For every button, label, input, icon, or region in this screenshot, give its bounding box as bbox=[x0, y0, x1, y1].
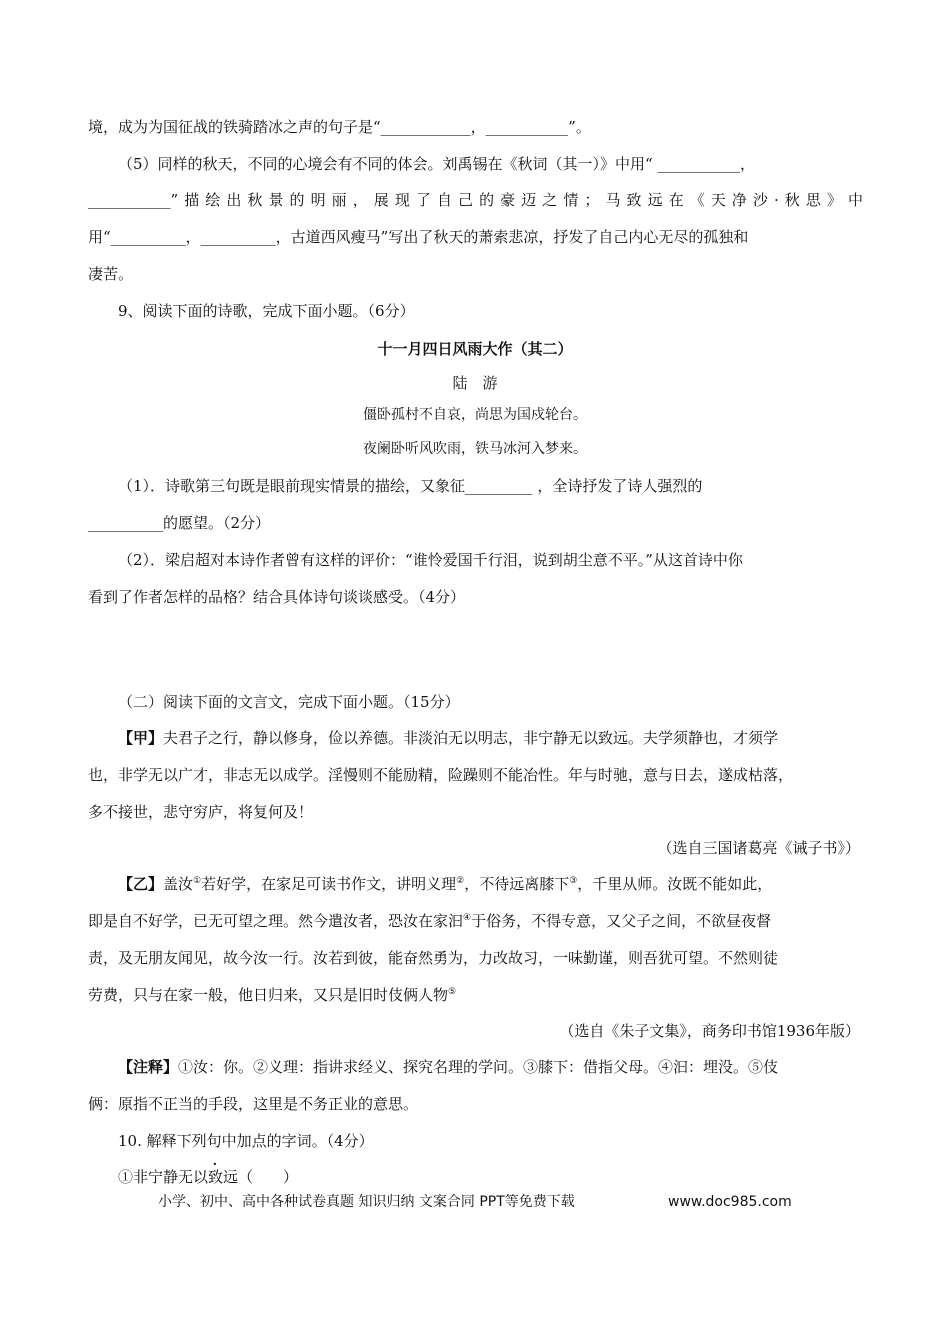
yi-line-4 bbox=[88, 984, 456, 1006]
q8-sub5-char: 自 bbox=[436, 191, 452, 209]
q8-sub5-char: 现 bbox=[394, 191, 410, 209]
q10-heading: 10. 解释下列句中加点的字词。（4分） bbox=[118, 1132, 374, 1150]
jia-line-3: 多不接世，悲守穷庐，将复何及！ bbox=[88, 803, 314, 821]
yi-text-1c: ，不待远离膝下 bbox=[464, 875, 570, 893]
q8-sub5-char: 豪 bbox=[500, 191, 516, 209]
q8-sub5-char: 描 bbox=[184, 191, 200, 209]
yi-text-1b: 若好学，在家足可读书作文，讲明义理 bbox=[201, 875, 457, 893]
dotted-character: 致 bbox=[208, 1168, 224, 1186]
yi-text-2b: 于俗务，不得专意，又父子之间，不欲昼夜督 bbox=[471, 912, 772, 930]
q8-sub5-char: · bbox=[773, 191, 779, 209]
q8-sub5-char: 之 bbox=[542, 191, 558, 209]
q8-sub5-char: 》 bbox=[826, 191, 842, 209]
q8-sub5-char: 展 bbox=[373, 191, 389, 209]
q8-sub5-char: 出 bbox=[226, 191, 242, 209]
yi-text-4a: 劳费，只与在家一般，他日归来，又只是旧时伎俩人物 bbox=[88, 986, 449, 1004]
note-mark-3: ③ bbox=[569, 876, 578, 886]
q10-item-1 bbox=[118, 1166, 298, 1188]
q9-sub1-line-2: __________的愿望。（2分） bbox=[88, 514, 271, 532]
q8-sub5-char: 净 bbox=[731, 191, 747, 209]
yi-label: 【乙】 bbox=[118, 875, 164, 893]
q8-sub5-char: 远 bbox=[647, 191, 663, 209]
yi-line-2 bbox=[88, 910, 771, 932]
q8-sub5-line-2 bbox=[88, 189, 863, 211]
jia-line-2: 也，非学无以广才，非志无以成学。淫慢则不能励精，险躁则不能冶性。年与时驰，意与日去，遂成枯落， bbox=[88, 766, 794, 784]
q9-sub2-line-1: （2）．梁启超对本诗作者曾有这样的评价：“谁怜爱国千行泪，说到胡尘意不平。”从这首诗中你 bbox=[118, 551, 743, 569]
footer-site-link[interactable]: www.doc985.com bbox=[668, 1194, 792, 1210]
yi-line-1 bbox=[118, 873, 772, 895]
q8-sub5-char: 《 bbox=[689, 191, 705, 209]
q8-sub5-char: 沙 bbox=[752, 191, 768, 209]
poem-author: 陆 游 bbox=[452, 374, 498, 392]
yi-line-3: 责，及无朋友闻见，故今汝一行。汝若到彼，能奋然勇为，力改故习，一味勤谨，则吾犹可望。不然则徒 bbox=[88, 949, 779, 967]
yi-text-2a: 即是自不好学，已无可望之理。然今遣汝者，恐汝在家汩 bbox=[88, 912, 464, 930]
jia-line-1 bbox=[118, 727, 778, 749]
q8-sub5-char: 己 bbox=[458, 191, 474, 209]
q8-sub5-char: 的 bbox=[289, 191, 305, 209]
q10-item-text-a: ①非宁静无以 bbox=[118, 1168, 209, 1186]
q8-sub5-line-1: （5）同样的秋天，不同的心境会有不同的体会。刘禹锡在《秋词（其一）》中用“ ___________， bbox=[118, 155, 755, 173]
note-mark-2: ② bbox=[456, 876, 465, 886]
part2-heading: （二）阅读下面的文言文，完成下面小题。（15分） bbox=[118, 693, 460, 711]
note-mark-1: ① bbox=[193, 876, 202, 886]
q8-sub5-char: 秋 bbox=[247, 191, 263, 209]
notes-label: 【注释】 bbox=[118, 1058, 179, 1076]
note-mark-5: ⑤ bbox=[448, 987, 457, 997]
q9-heading: 9、阅读下面的诗歌，完成下面小题。（6分） bbox=[118, 302, 415, 320]
jia-source: （选自三国诸葛亮《诫子书》） bbox=[657, 839, 860, 857]
q8-line-1: 境，成为为国征战的铁骑踏冰之声的句子是“____________，___________”。 bbox=[88, 118, 591, 136]
q8-sub5-char: ； bbox=[584, 191, 600, 209]
q9-sub2-line-2: 看到了作者怎样的品格？结合具体诗句谈谈感受。（4分） bbox=[88, 588, 466, 606]
jia-label: 【甲】 bbox=[118, 729, 164, 747]
q8-sub5-char: 景 bbox=[268, 191, 284, 209]
q8-sub5-char: 情 bbox=[563, 191, 579, 209]
q9-sub1-line-1: （1）．诗歌第三句既是眼前现实情景的描绘，又象征_________ ，全诗抒发了诗人强烈的 bbox=[118, 477, 703, 495]
q10-item-text-b: 远（ ） bbox=[223, 1168, 299, 1186]
q8-sub5-char: 了 bbox=[415, 191, 431, 209]
q8-sub5-char: 中 bbox=[847, 191, 863, 209]
note-mark-4: ④ bbox=[463, 913, 472, 923]
q8-sub5-char: 在 bbox=[668, 191, 684, 209]
footer-ad-text: 小学、初中、高中各种试卷真题 知识归纳 文案合同 PPT等免费下载 bbox=[158, 1194, 575, 1210]
yi-source: （选自《朱子文集》，商务印书馆1936年版） bbox=[559, 1022, 860, 1040]
yi-text-1a: 盖汝 bbox=[163, 875, 194, 893]
notes-line-1 bbox=[118, 1056, 778, 1078]
q8-sub5-char: 思 bbox=[805, 191, 821, 209]
q8-sub5-char: 的 bbox=[479, 191, 495, 209]
q8-sub5-char: 天 bbox=[710, 191, 726, 209]
q8-sub5-char: ， bbox=[352, 191, 368, 209]
jia-text-1: 夫君子之行，静以修身，俭以养德。非淡泊无以明志，非宁静无以致远。夫学须静也，才须学 bbox=[163, 729, 779, 747]
q8-sub5-char: 致 bbox=[626, 191, 642, 209]
q8-sub5-char: ___________” bbox=[88, 191, 179, 209]
q8-sub5-char: 明 bbox=[310, 191, 326, 209]
notes-line-2: 俩：原指不正当的手段，这里是不务正业的意思。 bbox=[88, 1095, 419, 1113]
q8-sub5-line-4: 凄苦。 bbox=[88, 265, 134, 283]
poem-line-1: 僵卧孤村不自哀，尚思为国戍轮台。 bbox=[363, 407, 587, 423]
yi-text-1d: ，千里从师。汝既不能如此， bbox=[577, 875, 773, 893]
q8-sub5-char: 绘 bbox=[205, 191, 221, 209]
q8-sub5-line-3: 用“__________，__________，古道西风瘦马”写出了秋天的萧索悲凉，抒发了自己内心无尽的孤独和 bbox=[88, 228, 749, 246]
q8-sub5-char: 丽 bbox=[331, 191, 347, 209]
poem-title: 十一月四日风雨大作（其二） bbox=[377, 340, 573, 358]
notes-text-1: ①汝：你。②义理：指讲求经义、探究名理的学问。③膝下：借指父母。④汩：埋没。⑤伎 bbox=[178, 1058, 779, 1076]
q8-sub5-char: 秋 bbox=[784, 191, 800, 209]
q8-sub5-char: 迈 bbox=[521, 191, 537, 209]
poem-line-2: 夜阑卧听风吹雨，铁马冰河入梦来。 bbox=[363, 441, 587, 457]
q8-sub5-char: 马 bbox=[605, 191, 621, 209]
